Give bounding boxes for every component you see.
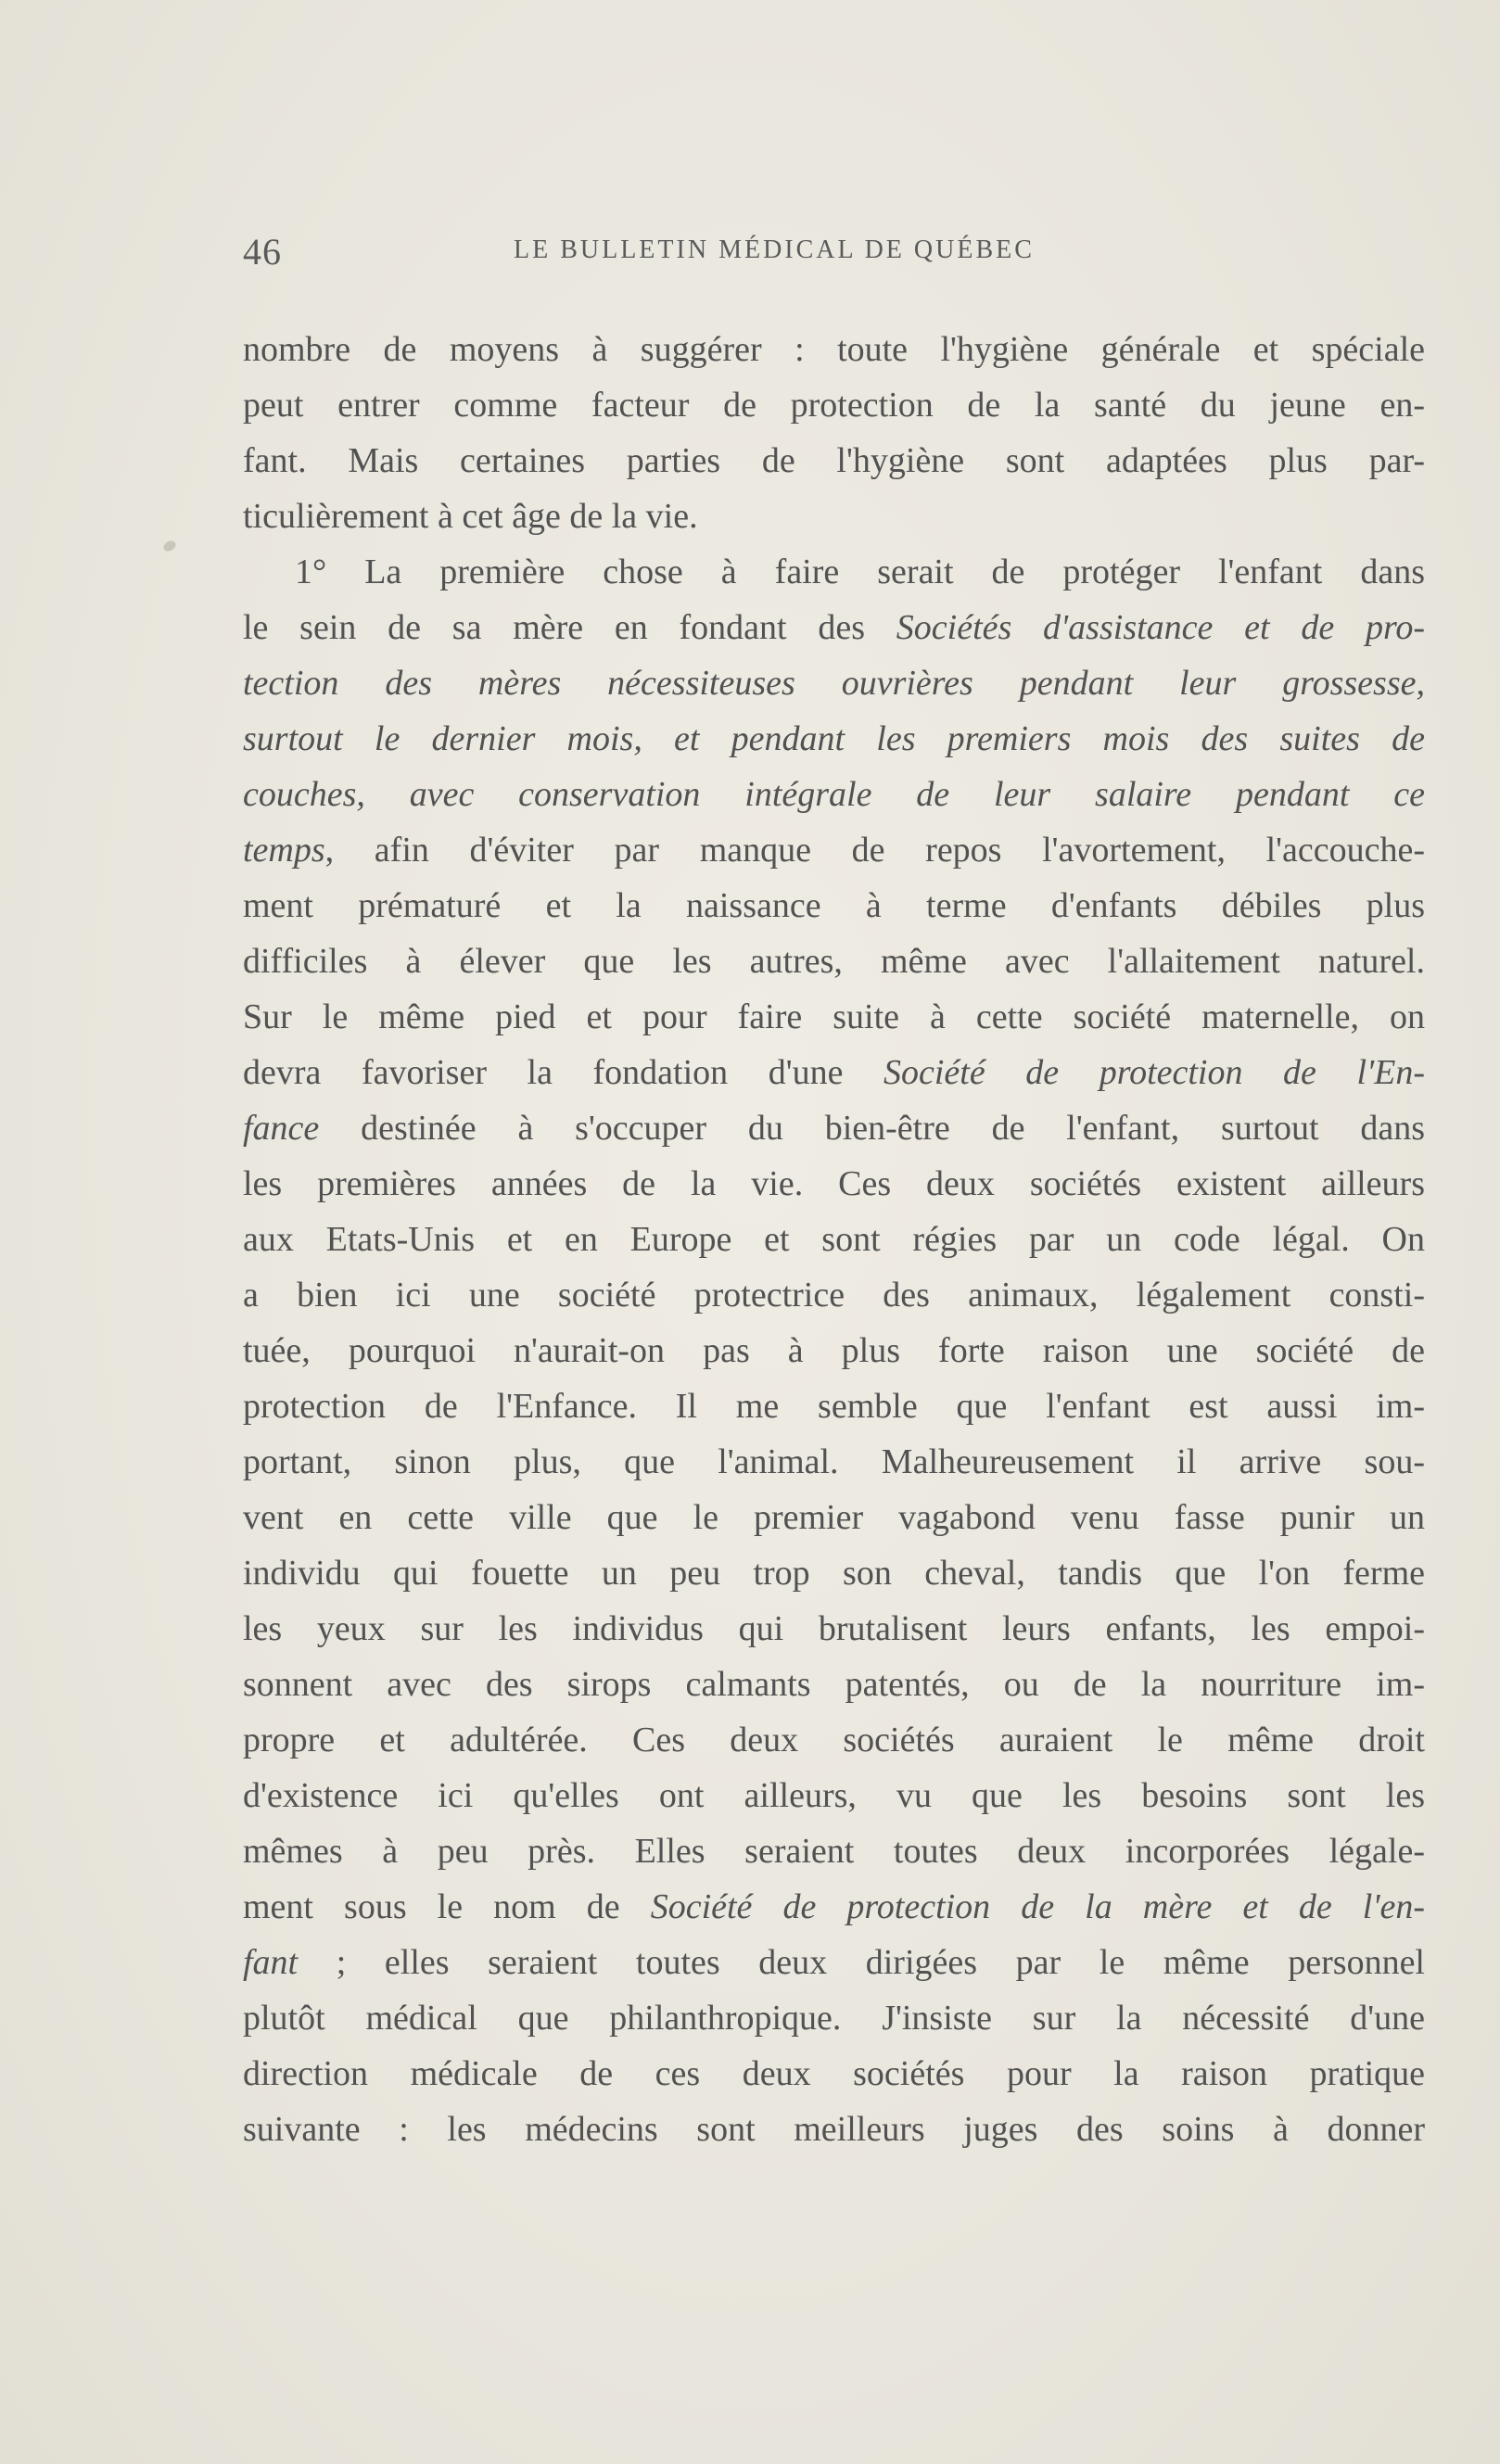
text-segment: , afin d'éviter par manque de repos l'avortement, l'accouche-	[324, 831, 1425, 870]
italic-segment: Sociétés d'assistance et de pro-	[896, 608, 1426, 647]
text-line: les yeux sur les individus qui brutalisent leurs enfants, les empoi-	[243, 1609, 1425, 1648]
text-line: fant. Mais certaines parties de l'hygiène sont adaptées plus par-	[243, 441, 1425, 480]
text-segment: le sein de sa mère en fondant des	[243, 608, 896, 647]
running-head: LE BULLETIN MÉDICAL DE QUÉBEC	[514, 235, 1035, 264]
text-line: vent en cette ville que le premier vagabond venu fasse punir un	[243, 1498, 1425, 1537]
italic-segment: temps	[243, 831, 325, 870]
text-segment: ment sous le nom de	[243, 1887, 651, 1926]
body-text	[243, 322, 1425, 2157]
text-line: aux Etats-Unis et en Europe et sont régies par un code légal. On	[243, 1220, 1425, 1259]
text-line: propre et adultérée. Ces deux sociétés auraient le même droit	[243, 1721, 1425, 1759]
text-line: protection de l'Enfance. Il me semble que l'enfant est aussi im-	[243, 1387, 1425, 1426]
text-line: ment prématuré et la naissance à terme d'enfants débiles plus	[243, 886, 1425, 925]
italic-segment: Société de protection de l'En-	[883, 1053, 1426, 1092]
italic-segment: fant	[243, 1943, 299, 1982]
text-line: peut entrer comme facteur de protection de la santé du jeune en-	[243, 386, 1425, 425]
text-line: tuée, pourquoi n'aurait-on pas à plus forte raison une société de	[243, 1331, 1425, 1370]
text-line: individu qui fouette un peu trop son cheval, tandis que l'on ferme	[243, 1554, 1425, 1593]
paragraph-start-line: 1° La première chose à faire serait de protéger l'enfant dans	[295, 552, 1425, 591]
italic-line: couches, avec conservation intégrale de leur salaire pendant ce	[243, 775, 1425, 814]
text-line	[243, 1935, 1425, 1990]
text-line: sonnent avec des sirops calmants patentés, ou de la nourriture im-	[243, 1665, 1425, 1704]
page-number: 46	[243, 231, 282, 273]
text-line: plutôt médical que philanthropique. J'insiste sur la nécessité d'une	[243, 1999, 1425, 2038]
italic-line: surtout le dernier mois, et pendant les premiers mois des suites de	[243, 719, 1425, 758]
text-line	[243, 822, 1425, 878]
text-line: les premières années de la vie. Ces deux sociétés existent ailleurs	[243, 1164, 1425, 1203]
text-line	[243, 1879, 1425, 1935]
text-line	[243, 1100, 1425, 1156]
page-header	[243, 230, 1159, 276]
text-line: difficiles à élever que les autres, même avec l'allaitement naturel.	[243, 942, 1425, 981]
italic-segment: Société de protection de la mère et de l'en-	[650, 1887, 1425, 1926]
italic-line: tection des mères nécessiteuses ouvrières pendant leur grossesse,	[243, 664, 1425, 703]
italic-segment: fance	[243, 1109, 320, 1148]
paper-blemish	[161, 539, 177, 553]
text-line: ticulièrement à cet âge de la vie.	[243, 497, 698, 536]
text-line: mêmes à peu près. Elles seraient toutes deux incorporées légale-	[243, 1832, 1425, 1871]
text-line	[243, 1045, 1425, 1100]
text-line: a bien ici une société protectrice des animaux, légalement consti-	[243, 1276, 1425, 1315]
text-segment: devra favoriser la fondation d'une	[243, 1053, 883, 1092]
text-line	[243, 600, 1425, 655]
text-line: direction médicale de ces deux sociétés pour la raison pratique	[243, 2054, 1425, 2093]
text-segment: destinée à s'occuper du bien-être de l'enfant, surtout dans	[319, 1109, 1425, 1148]
text-line: nombre de moyens à suggérer : toute l'hygiène générale et spéciale	[243, 330, 1425, 369]
text-line: suivante : les médecins sont meilleurs juges des soins à donner	[243, 2110, 1425, 2149]
text-segment: ; elles seraient toutes deux dirigées par le même personnel	[298, 1943, 1425, 1982]
text-line: portant, sinon plus, que l'animal. Malheureusement il arrive sou-	[243, 1442, 1425, 1481]
text-line: Sur le même pied et pour faire suite à cette société maternelle, on	[243, 997, 1425, 1036]
text-line: d'existence ici qu'elles ont ailleurs, vu que les besoins sont les	[243, 1776, 1425, 1815]
